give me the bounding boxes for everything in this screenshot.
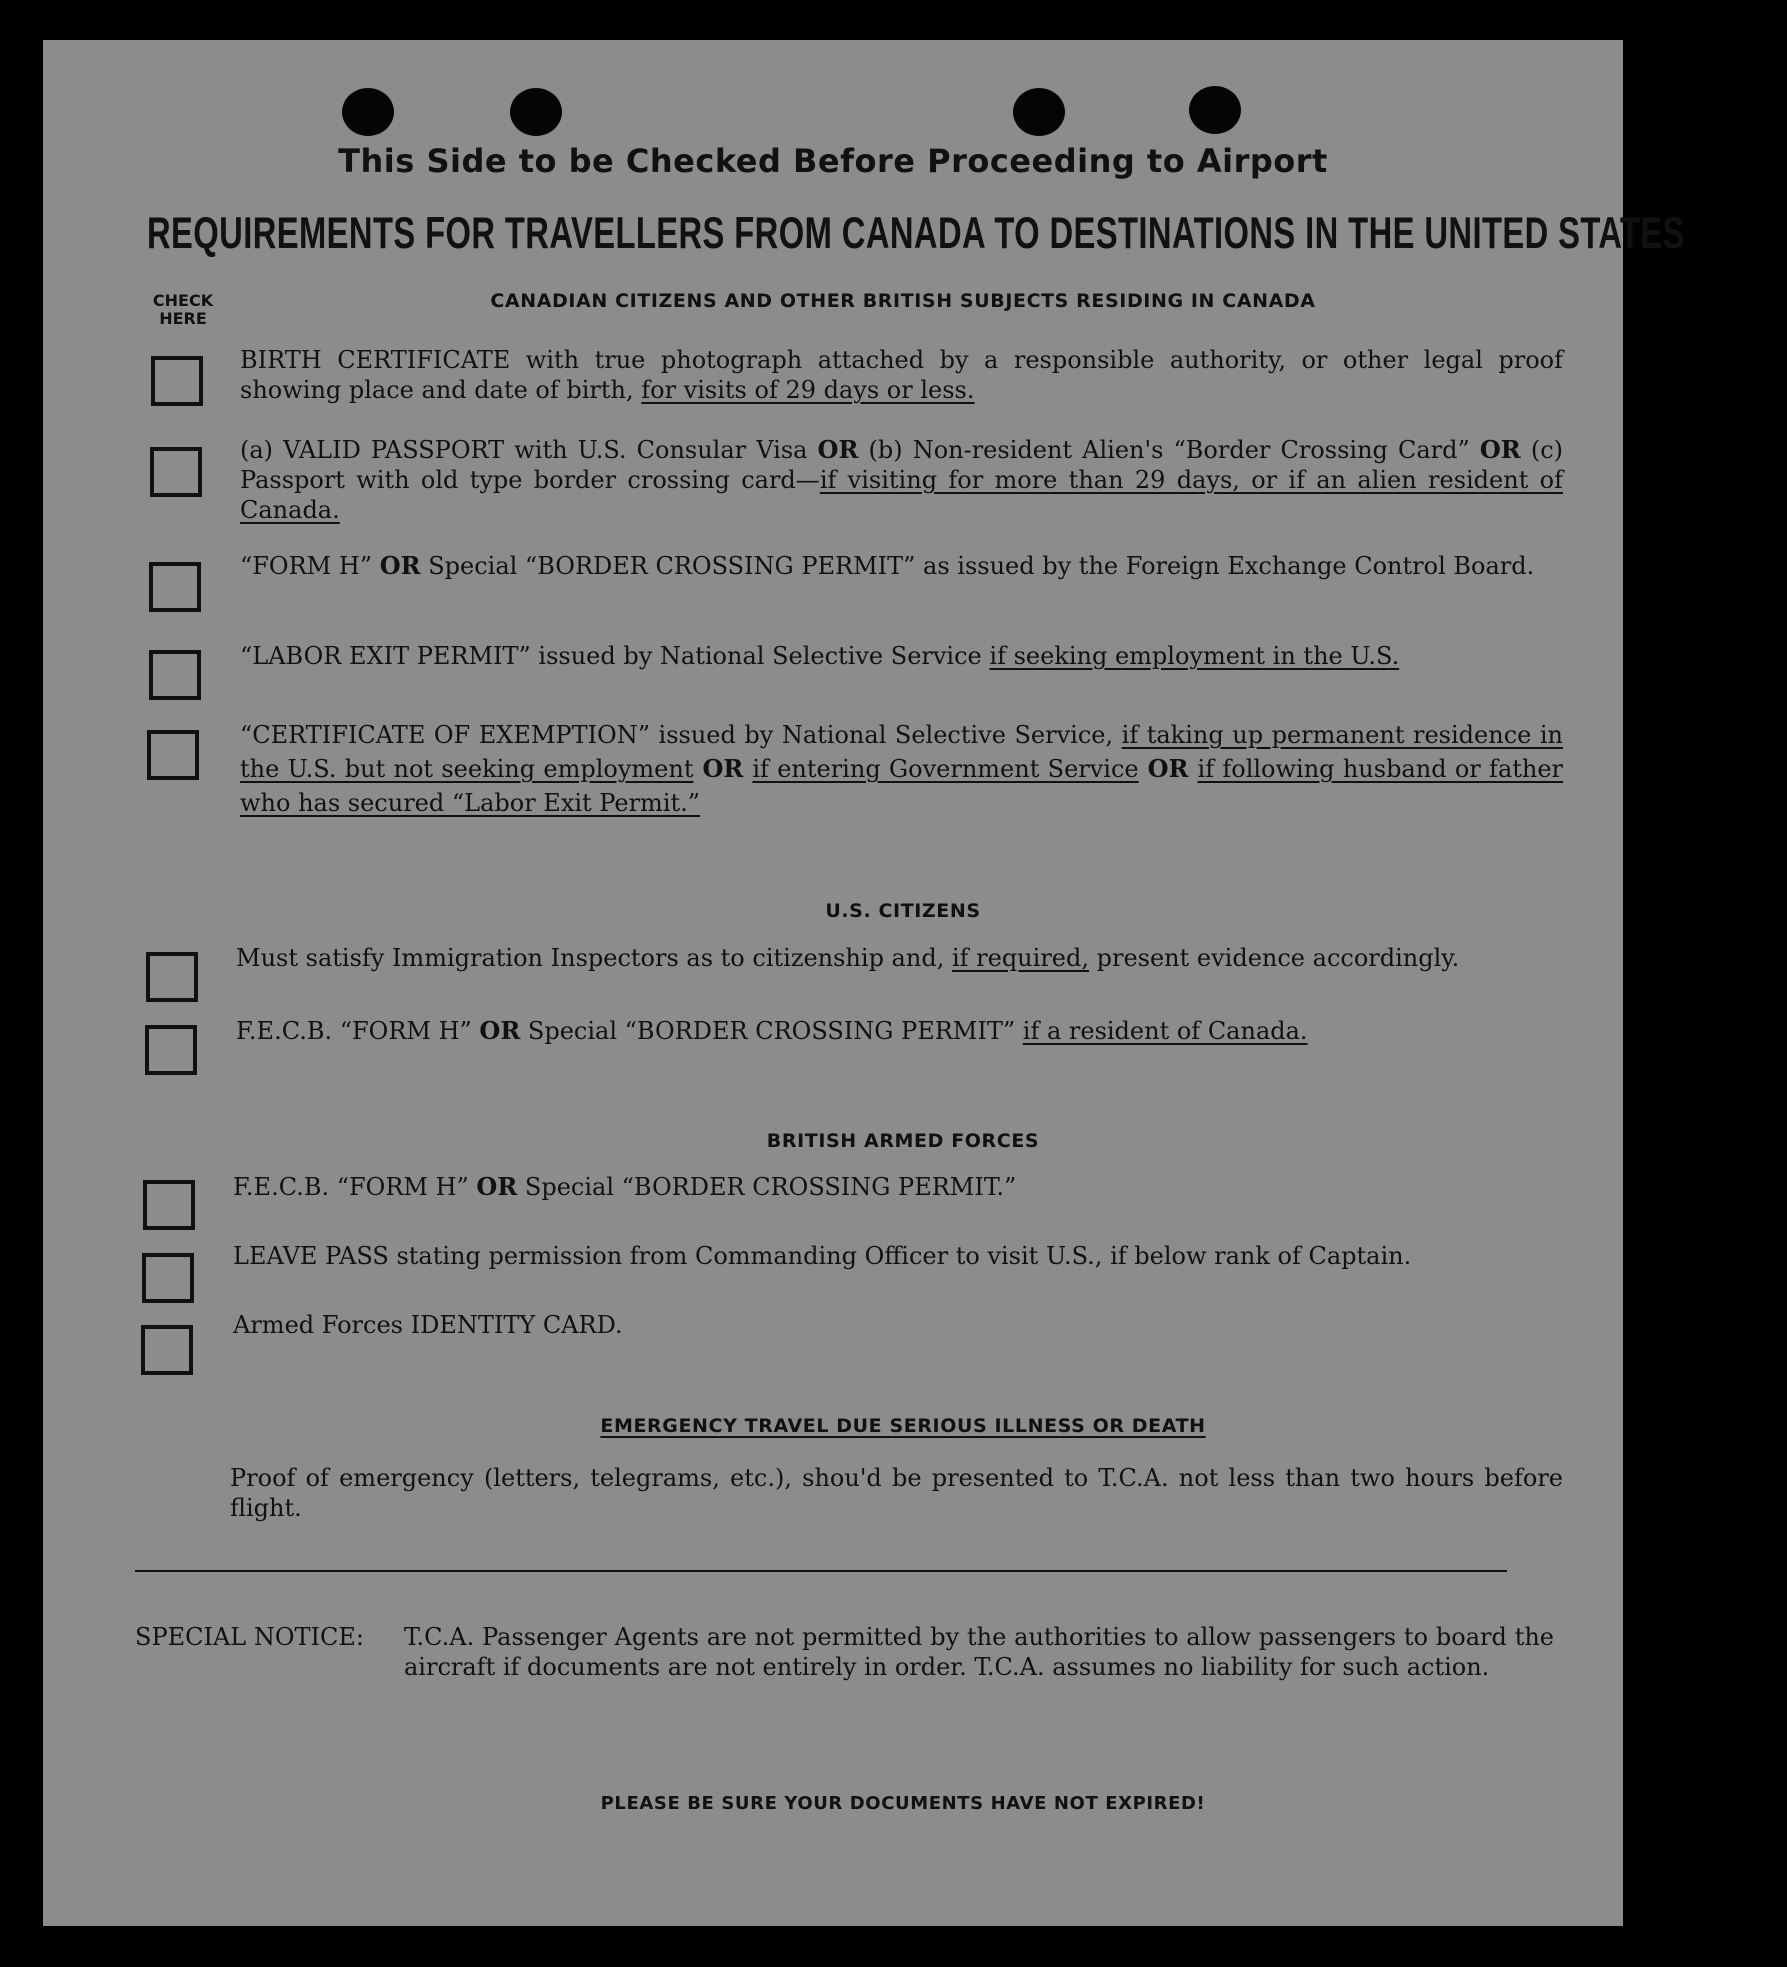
special-notice-label: SPECIAL NOTICE:: [135, 1623, 364, 1651]
punch-hole: [1189, 86, 1241, 134]
checkbox-form-h[interactable]: [149, 562, 201, 612]
item-valid-passport: (a) VALID PASSPORT with U.S. Consular Visa OR (b) Non-resident Alien's “Border Crossing Card” OR (c) Passport with old type border crossing card—if visiting for more than 29 days, or if an alien resident of Canada.: [240, 435, 1564, 524]
checkbox-british-form-h[interactable]: [143, 1180, 195, 1230]
item-form-h: “FORM H” OR Special “BORDER CROSSING PERMIT” as issued by the Foreign Exchange Control Board.: [240, 551, 1535, 580]
item-identity-card: Armed Forces IDENTITY CARD.: [233, 1311, 623, 1339]
section-heading-british-armed-forces: BRITISH ARMED FORCES: [766, 1130, 1040, 1152]
emergency-instructions: Proof of emergency (letters, telegrams, etc.), shou'd be presented to T.C.A. not less than two hours before flight.: [230, 1464, 1563, 1522]
checkbox-certificate-of-exemption[interactable]: [147, 730, 199, 780]
special-notice-text: T.C.A. Passenger Agents are not permitted by the authorities to allow passengers to board the aircraft if documents are not entirely in order. T.C.A. assumes no liability for such action.: [404, 1623, 1554, 1681]
checkbox-valid-passport[interactable]: [150, 447, 202, 497]
item-labor-exit-permit: “LABOR EXIT PERMIT” issued by National Selective Service if seeking employment in the U.S.: [240, 642, 1400, 670]
page-title: REQUIREMENTS FOR TRAVELLERS FROM CANADA TO DESTINATIONS IN THE UNITED STATES: [147, 208, 1685, 258]
checkbox-us-form-h[interactable]: [145, 1025, 197, 1075]
item-british-form-h: F.E.C.B. “FORM H” OR Special “BORDER CROSSING PERMIT.”: [233, 1172, 1017, 1201]
item-birth-certificate: BIRTH CERTIFICATE with true photograph attached by a responsible authority, or other legal proof showing place and date of birth, for visits of 29 days or less.: [240, 346, 1563, 404]
checkbox-leave-pass[interactable]: [142, 1253, 194, 1303]
document-sheet: [43, 40, 1685, 1926]
item-leave-pass: LEAVE PASS stating permission from Commanding Officer to visit U.S., if below rank of Captain.: [233, 1242, 1412, 1270]
punch-hole: [342, 88, 394, 136]
section-heading-us-citizens: U.S. CITIZENS: [825, 900, 981, 922]
punch-hole: [1013, 88, 1065, 136]
divider-line: [135, 1570, 1507, 1572]
checkbox-labor-exit-permit[interactable]: [149, 650, 201, 700]
section-heading-canadian: CANADIAN CITIZENS AND OTHER BRITISH SUBJECTS RESIDING IN CANADA: [490, 290, 1316, 312]
footer-warning: PLEASE BE SURE YOUR DOCUMENTS HAVE NOT EXPIRED!: [600, 1793, 1206, 1814]
item-satisfy-inspectors: Must satisfy Immigration Inspectors as to citizenship and, if required, present evidence accordingly.: [236, 944, 1460, 972]
header-instruction: This Side to be Checked Before Proceeding to Airport: [338, 142, 1328, 180]
item-certificate-of-exemption: “CERTIFICATE OF EXEMPTION” issued by National Selective Service, if taking up permanent residence in the U.S. but not seeking employment OR if entering Government Service OR if following husband or father who has secured “Labor Exit Permit.”: [240, 721, 1564, 817]
checkbox-identity-card[interactable]: [141, 1325, 193, 1375]
check-here-label: CHECK HERE: [152, 291, 214, 328]
item-us-form-h: F.E.C.B. “FORM H” OR Special “BORDER CROSSING PERMIT” if a resident of Canada.: [236, 1016, 1308, 1045]
checkbox-satisfy-inspectors[interactable]: [146, 952, 198, 1002]
section-heading-emergency-travel: EMERGENCY TRAVEL DUE SERIOUS ILLNESS OR DEATH: [600, 1415, 1206, 1437]
checkbox-birth-certificate[interactable]: [151, 356, 203, 406]
punch-hole: [510, 88, 562, 136]
